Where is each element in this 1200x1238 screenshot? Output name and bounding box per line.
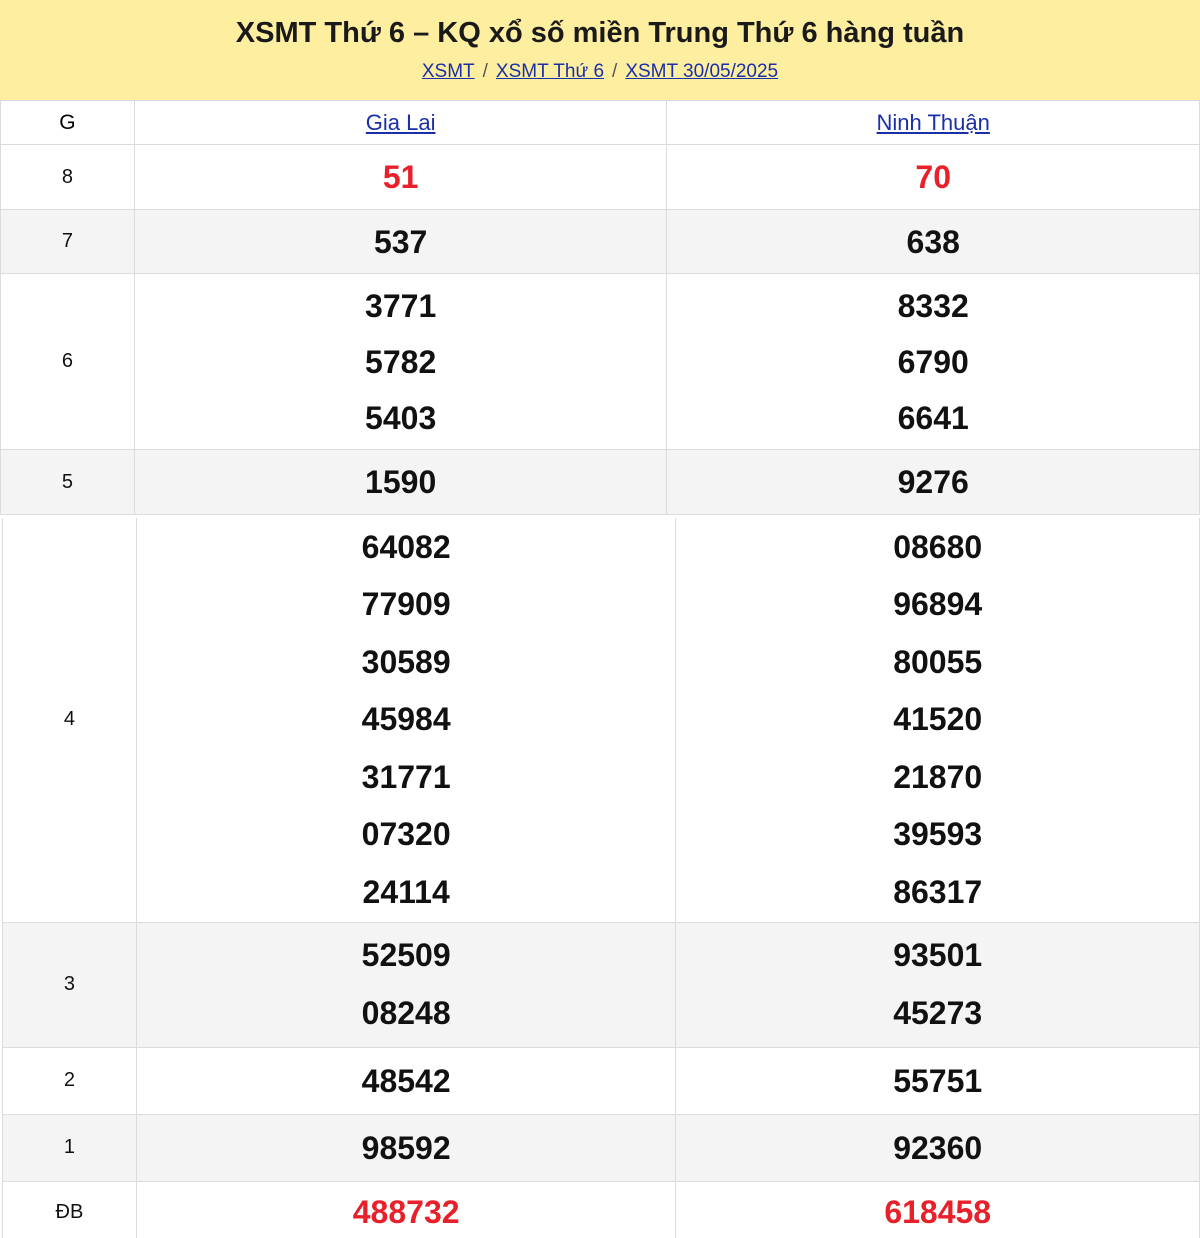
prize-number: 93501 [893,937,983,973]
prize-label: 2 [3,1047,137,1114]
prize-number: 8332 [897,287,969,324]
breadcrumb-xsmt[interactable]: XSMT [421,61,475,82]
prize-number: 5782 [365,343,437,380]
prize-number: 6641 [897,399,969,436]
prize-number: 30589 [361,643,451,680]
breadcrumb-date[interactable]: XSMT 30/05/2025 [625,61,779,82]
prize-cell-ninh-thuan [676,518,1200,922]
province-link-ninh-thuan[interactable]: Ninh Thuận [876,109,990,135]
table-row-prize-8 [1,145,1200,210]
prize-number: 638 [667,210,1200,274]
province-link-gia-lai[interactable]: Gia Lai [365,109,436,135]
prize-number: 48542 [136,1047,676,1114]
prize-label: 5 [1,450,135,515]
prize-number: 86317 [893,873,983,910]
prize-label: 6 [1,274,135,450]
page-header [0,0,1200,100]
results-table-bottom [2,518,1200,1238]
table-row-prize-4 [3,518,1200,922]
prize-number: 21870 [893,758,983,795]
prize-cell-ninh-thuan [676,922,1200,1047]
prize-label: 7 [1,210,135,274]
prize-number: 39593 [893,816,983,852]
prize-label: 1 [3,1114,137,1181]
prize-label: 3 [3,922,137,1047]
table-row-prize-2 [3,1047,1200,1114]
prize-number: 77909 [361,586,451,622]
breadcrumb-xsmt-thu6[interactable]: XSMT Thứ 6 [495,61,605,82]
prize-label: 4 [3,518,137,922]
prize-number: 537 [134,210,667,274]
prize-number: 70 [667,145,1200,210]
prize-number: 08248 [361,994,451,1031]
prize-number: 24114 [362,873,450,910]
prize-number: 92360 [676,1114,1200,1181]
prize-number: 1590 [134,450,667,515]
prize-number: 618458 [676,1181,1200,1238]
prize-number: 488732 [136,1181,676,1238]
col-header-gia-lai [134,101,667,145]
prize-number: 9276 [667,450,1200,515]
prize-cell-gia-lai [136,922,676,1047]
prize-label: ĐB [3,1181,137,1238]
col-header-g: G [1,101,135,145]
prize-cell-gia-lai [134,274,667,450]
prize-label: 8 [1,145,135,210]
prize-number: 98592 [136,1114,676,1181]
page-title: XSMT Thứ 6 – KQ xổ số miền Trung Thứ 6 hàng tuần [235,17,965,49]
results-table-top [0,100,1200,515]
prize-number: 6790 [897,343,969,380]
prize-number: 45984 [361,701,451,737]
col-header-ninh-thuan [667,101,1200,145]
prize-cell-gia-lai [136,518,676,922]
table-row-prize-1 [3,1114,1200,1181]
table-row-prize-5 [1,450,1200,515]
table-row-prize-6 [1,274,1200,450]
table-row-prize-7 [1,210,1200,274]
prize-number: 41520 [893,701,983,737]
prize-number: 55751 [676,1047,1200,1114]
table-header-row [1,101,1200,145]
table-row-prize-special [3,1181,1200,1238]
prize-number: 31771 [361,758,451,795]
breadcrumb-separator: / [612,61,618,82]
prize-number: 45273 [893,994,983,1031]
prize-number: 3771 [365,287,437,324]
prize-number: 51 [134,145,667,210]
prize-number: 07320 [361,816,451,852]
prize-number: 5403 [365,399,437,436]
breadcrumb-separator: / [482,61,488,82]
prize-number: 64082 [361,528,451,565]
breadcrumb [0,60,1200,84]
prize-number: 52509 [361,937,451,973]
table-row-prize-3 [3,922,1200,1047]
prize-number: 80055 [893,643,983,680]
prize-number: 96894 [893,586,983,622]
prize-cell-ninh-thuan [667,274,1200,450]
prize-number: 08680 [893,528,983,565]
